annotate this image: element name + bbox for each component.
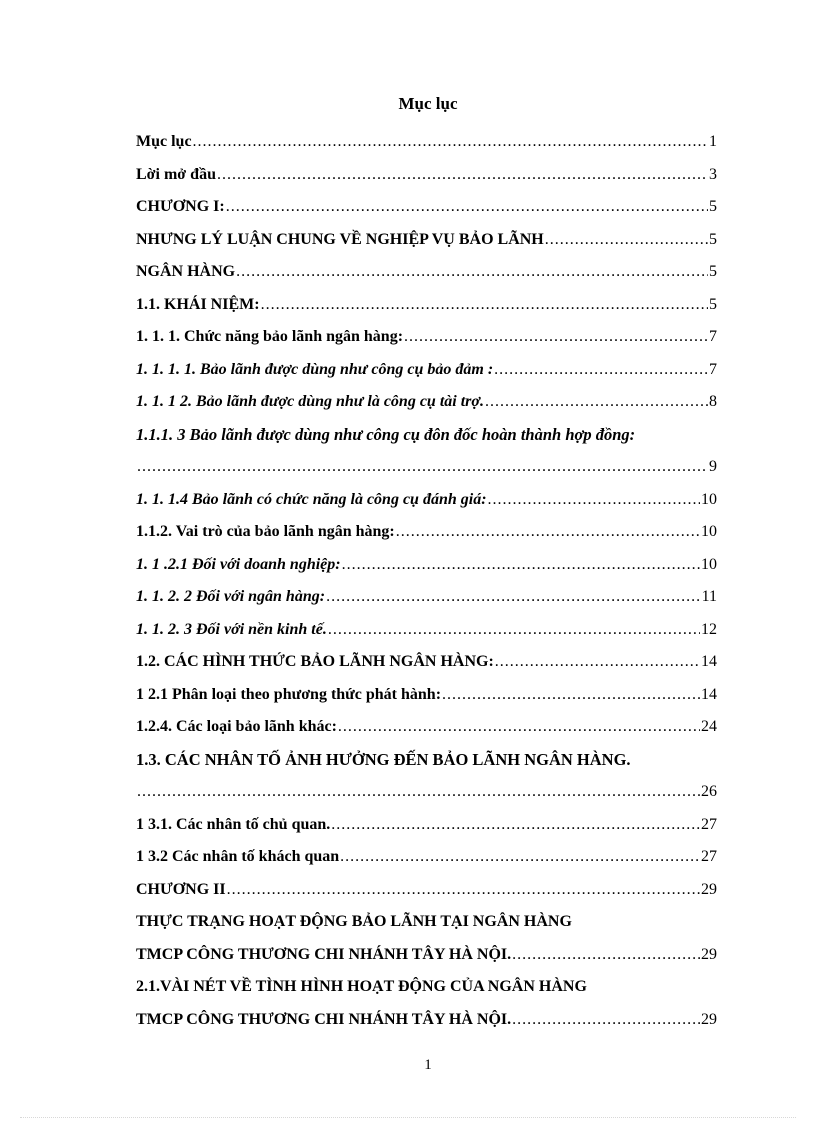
toc-entry [136,224,717,257]
toc-leader-dots [485,386,708,419]
toc-entry-label: THỰC TRẠNG HOẠT ĐỘNG BẢO LÃNH TẠI NGÂN HÀNG [136,913,572,930]
toc-entry-label: 1. 1. 2. 2 Đối với ngân hàng: [136,588,326,605]
toc-page-number: 24 [701,718,717,735]
page-title: Mục lục [398,94,458,113]
toc-entry-label: 1 2.1 Phân loại theo phương thức phát hành: [136,685,442,703]
toc-entry [136,256,717,289]
toc-entry-label: 1.2.4. Các loại bảo lãnh khác: [136,718,337,735]
toc-page-number: 5 [709,263,717,280]
toc-page-number: 10 [701,555,717,573]
toc-page-number: 8 [709,393,717,410]
toc-entry [136,776,717,809]
toc-leader-dots [340,841,700,874]
toc-page-number: 10 [701,523,717,540]
toc-entry [136,516,717,549]
toc-entry [136,581,717,614]
toc-leader-dots [404,321,708,354]
toc-leader-dots [512,939,700,972]
toc-entry-label: 1 3.2 Các nhân tố khách quan [136,848,340,865]
toc-page-number: 7 [709,360,717,378]
toc-leader-dots [137,451,708,484]
toc-leader-dots [545,224,708,257]
toc-entry-label: 1. 1. 1. Chức năng bảo lãnh ngân hàng: [136,328,404,345]
toc-entry [136,549,717,582]
toc-leader-dots [512,1004,700,1037]
toc-page-number: 12 [701,620,717,638]
table-of-contents [136,126,717,1036]
toc-entry [136,289,717,322]
toc-leader-dots [217,159,708,192]
toc-entry-label: 1.1.1. 3 Bảo lãnh được dùng như công cụ đôn đốc hoàn thành hợp đồng: [136,424,636,444]
toc-page-number: 26 [701,783,717,800]
toc-page-number: 27 [701,848,717,865]
toc-entry [136,711,717,744]
toc-entry [136,159,717,192]
toc-leader-dots [261,289,708,322]
toc-page-number: 5 [709,295,717,313]
toc-leader-dots [494,354,708,387]
toc-entry [136,809,717,842]
toc-page-number: 11 [701,588,717,605]
toc-leader-dots [226,191,708,224]
toc-page-number: 14 [701,685,717,703]
toc-entry-label: 1. 1. 2. 3 Đối với nền kinh tế. [136,620,327,638]
toc-leader-dots [488,484,700,517]
toc-entry [136,646,717,679]
toc-entry [136,874,717,907]
toc-entry-label: CHƯƠNG I: [136,198,225,215]
toc-leader-dots [328,614,700,647]
toc-entry-label: TMCP CÔNG THƯƠNG CHI NHÁNH TÂY HÀ NỘI. [136,945,512,963]
toc-page-number: 29 [701,945,717,963]
toc-page-number: 5 [709,198,717,215]
toc-entry [136,419,717,452]
toc-entry-label: 1.1.2. Vai trò của bảo lãnh ngân hàng: [136,523,395,540]
toc-leader-dots [338,711,700,744]
toc-page-number: 29 [701,880,717,898]
toc-entry-label: Lời mở đầu [136,165,216,183]
toc-page-number: 5 [709,230,717,248]
toc-entry-label: 1.2. CÁC HÌNH THỨC BẢO LÃNH NGÂN HÀNG: [136,653,494,670]
toc-entry [136,939,717,972]
page-number: 1 [424,1057,432,1073]
toc-leader-dots [326,581,701,614]
toc-page-number: 14 [701,653,717,670]
toc-entry-label: 1 3.1. Các nhân tố chủ quan. [136,815,331,833]
toc-leader-dots [236,256,708,289]
toc-leader-dots [227,874,700,907]
page-edge-divider [20,1117,796,1118]
toc-page-number: 3 [709,165,717,183]
toc-leader-dots [342,549,700,582]
toc-leader-dots [137,776,700,809]
toc-leader-dots [442,679,700,712]
toc-entry [136,906,717,939]
toc-entry [136,354,717,387]
toc-entry-label: NHƯNG LÝ LUẬN CHUNG VỀ NGHIỆP VỤ BẢO LÃNH [136,230,544,248]
toc-entry [136,971,717,1004]
toc-entry [136,841,717,874]
toc-entry-label: Mục lục [136,133,192,150]
toc-entry [136,614,717,647]
toc-entry [136,321,717,354]
toc-entry-label: 1. 1. 1. 1. Bảo lãnh được dùng như công cụ bảo đảm : [136,360,494,378]
toc-entry [136,484,717,517]
toc-entry [136,1004,717,1037]
toc-page-number: 9 [709,458,717,475]
toc-entry-label: 1.3. CÁC NHÂN TỐ ẢNH HƯỞNG ĐẾN BẢO LÃNH NGÂN HÀNG. [136,749,631,769]
toc-entry-label: 1. 1. 1.4 Bảo lãnh có chức năng là công cụ đánh giá: [136,490,487,508]
toc-page-number: 7 [709,328,717,345]
toc-page-number: 29 [701,1010,717,1028]
toc-leader-dots [396,516,700,549]
toc-entry [136,386,717,419]
toc-leader-dots [331,809,700,842]
toc-entry [136,126,717,159]
toc-leader-dots [193,126,708,159]
toc-entry [136,744,717,777]
toc-entry-label: 1. 1 .2.1 Đối với doanh nghiệp: [136,555,341,573]
toc-page-number: 27 [701,815,717,833]
toc-leader-dots [495,646,700,679]
toc-entry-label: NGÂN HÀNG [136,263,236,280]
toc-entry [136,451,717,484]
toc-page-number: 10 [701,490,717,508]
toc-entry-label: TMCP CÔNG THƯƠNG CHI NHÁNH TÂY HÀ NỘI. [136,1010,512,1028]
toc-page-number: 1 [709,133,717,150]
toc-entry [136,679,717,712]
toc-entry-label: 1.1. KHÁI NIỆM: [136,295,260,313]
toc-entry-label: 2.1.VÀI NÉT VỀ TÌNH HÌNH HOẠT ĐỘNG CỦA NGÂN HÀNG [136,978,587,995]
toc-entry [136,191,717,224]
toc-entry-label: CHƯƠNG II [136,880,226,898]
toc-entry-label: 1. 1. 1 2. Bảo lãnh được dùng như là công cụ tài trợ. [136,393,484,410]
